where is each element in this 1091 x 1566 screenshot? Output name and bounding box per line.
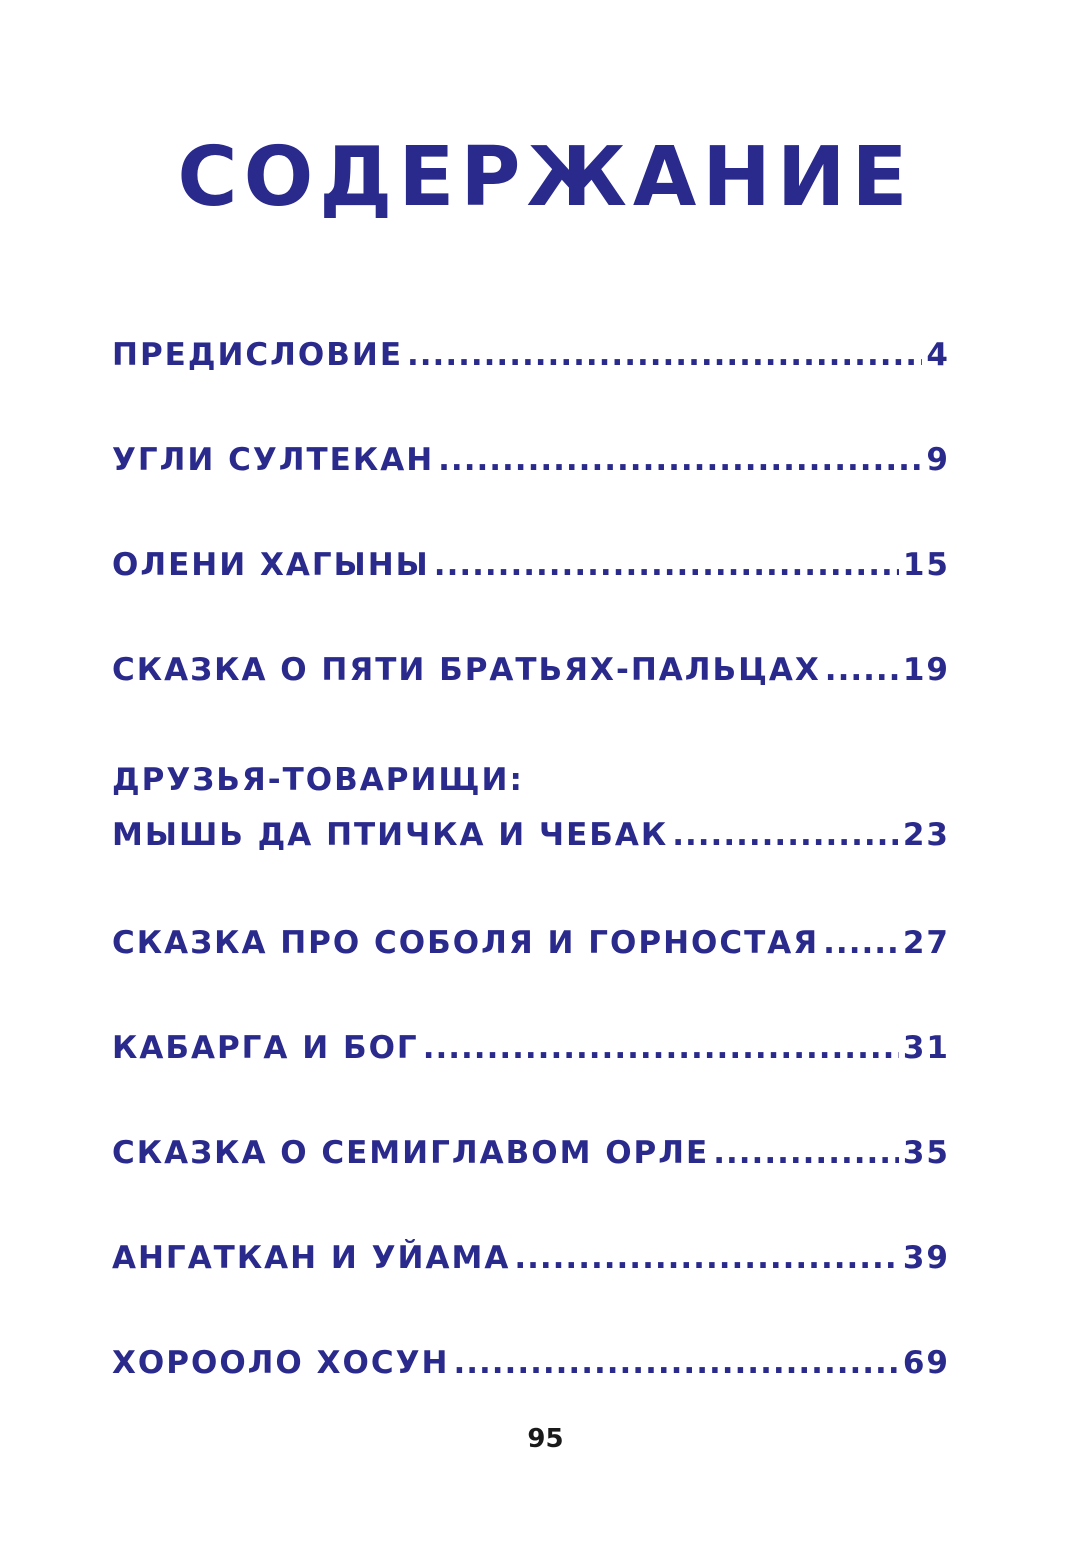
toc-leader-dots bbox=[434, 540, 899, 590]
toc-entry-page: 4 bbox=[926, 337, 950, 373]
toc-entry-label: ПРЕДИСЛОВИЕ bbox=[112, 337, 403, 373]
toc-entry-semiglavy-orel[interactable] bbox=[112, 1128, 950, 1178]
toc-leader-dots bbox=[713, 1128, 899, 1178]
toc-entry-page: 23 bbox=[902, 817, 950, 853]
toc-entry-page: 35 bbox=[902, 1135, 950, 1171]
toc-entry-druzya-tovarishchi[interactable] bbox=[112, 755, 950, 860]
toc-entry-label: ОЛЕНИ ХАГЫНЫ bbox=[112, 547, 430, 583]
toc-entry-label: МЫШЬ ДА ПТИЧКА И ЧЕБАК bbox=[112, 817, 669, 853]
toc-entry-label: СКАЗКА О СЕМИГЛАВОМ ОРЛЕ bbox=[112, 1135, 710, 1171]
toc-leader-dots bbox=[423, 1023, 899, 1073]
toc-entry-angatkan-uyama[interactable] bbox=[112, 1233, 950, 1283]
toc-entry-page: 31 bbox=[902, 1030, 950, 1066]
toc-leader-dots bbox=[825, 645, 899, 695]
toc-entry-page: 69 bbox=[902, 1345, 950, 1381]
toc-entry-page: 9 bbox=[926, 442, 950, 478]
page-title: СОДЕРЖАНИЕ bbox=[177, 130, 914, 225]
toc-leader-dots bbox=[438, 435, 922, 485]
toc-entry-label: УГЛИ СУЛТЕКАН bbox=[112, 442, 435, 478]
page-number: 95 bbox=[527, 1424, 564, 1454]
toc-entry-oleni-khagyny[interactable] bbox=[112, 540, 950, 590]
toc-entry-sobol-gornostay[interactable] bbox=[112, 918, 950, 968]
toc-leader-dots bbox=[453, 1338, 898, 1388]
toc-entry-page: 19 bbox=[902, 652, 950, 688]
toc-entry-pre-label: ДРУЗЬЯ-ТОВАРИЩИ: bbox=[112, 762, 524, 798]
toc-entry-label: СКАЗКА ПРО СОБОЛЯ И ГОРНОСТАЯ bbox=[112, 925, 820, 961]
toc-entry-kabarga-bog[interactable] bbox=[112, 1023, 950, 1073]
toc-entry-ugli-sultekan[interactable] bbox=[112, 435, 950, 485]
toc-entry-khoroolo-khosun[interactable] bbox=[112, 1338, 950, 1388]
toc-leader-dots bbox=[407, 330, 922, 380]
toc-leader-dots bbox=[514, 1233, 899, 1283]
toc-entry-label: АНГАТКАН И УЙАМА bbox=[112, 1240, 511, 1276]
toc-entry-page: 27 bbox=[902, 925, 950, 961]
toc-entry-label: СКАЗКА О ПЯТИ БРАТЬЯХ-ПАЛЬЦАХ bbox=[112, 652, 821, 688]
toc-entry-five-brothers-fingers[interactable] bbox=[112, 645, 950, 695]
toc-leader-dots bbox=[672, 810, 899, 860]
toc-entry-page: 15 bbox=[902, 547, 950, 583]
toc-leader-dots bbox=[823, 918, 899, 968]
toc-entry-label: ХОРООЛО ХОСУН bbox=[112, 1345, 450, 1381]
toc-entry-label: КАБАРГА И БОГ bbox=[112, 1030, 419, 1066]
toc-entry-preface[interactable] bbox=[112, 330, 950, 380]
toc-entry-page: 39 bbox=[902, 1240, 950, 1276]
